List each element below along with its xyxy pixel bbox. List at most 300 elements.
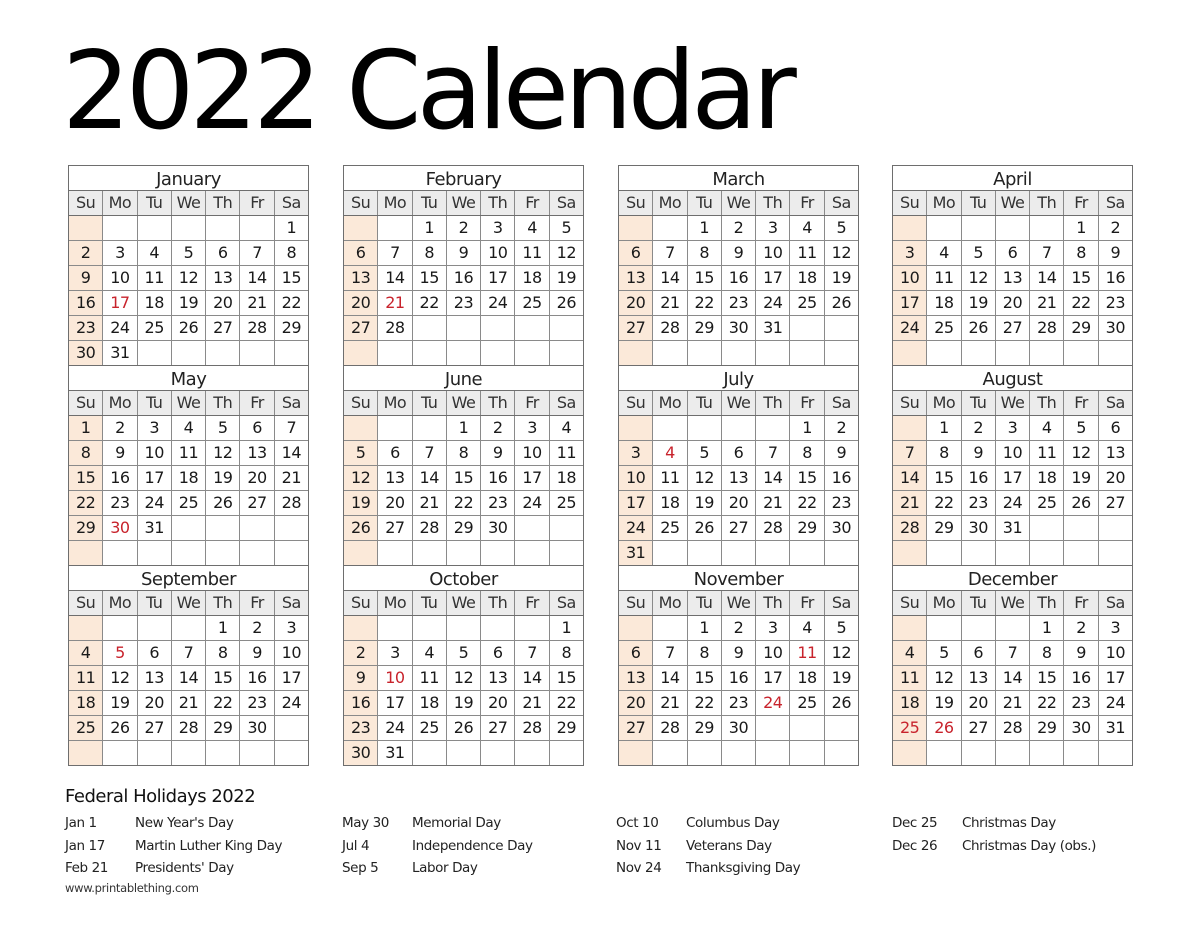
date-cell: 19 (446, 691, 480, 715)
date-cell: 14 (893, 466, 926, 490)
holiday-name: Memorial Day (412, 815, 501, 831)
date-cell: 20 (205, 291, 239, 315)
date-cell: 20 (239, 466, 273, 490)
date-cell: 23 (721, 291, 755, 315)
date-cell: 10 (514, 441, 548, 465)
empty-date-cell (137, 741, 171, 765)
week-row (344, 240, 583, 265)
date-cell: 14 (377, 266, 411, 290)
holiday-item (65, 860, 282, 883)
date-cell: 21 (995, 691, 1029, 715)
date-cell: 29 (1063, 316, 1097, 340)
week-row (893, 465, 1132, 490)
month-name: June (344, 366, 583, 391)
date-cell: 17 (274, 666, 308, 690)
date-cell: 1 (687, 216, 721, 240)
date-cell: 19 (344, 491, 377, 515)
date-cell: 26 (446, 716, 480, 740)
holiday-item (892, 815, 1096, 838)
date-cell: 28 (514, 716, 548, 740)
date-cell: 2 (961, 416, 995, 440)
date-cell: 9 (1063, 641, 1097, 665)
empty-date-cell (619, 341, 652, 365)
date-cell: 26 (102, 716, 136, 740)
date-cell: 13 (619, 666, 652, 690)
week-row (893, 640, 1132, 665)
date-cell: 23 (239, 691, 273, 715)
date-cell: 3 (137, 416, 171, 440)
date-cell: 23 (69, 316, 102, 340)
date-cell: 12 (961, 266, 995, 290)
weekday-header: Sa (549, 191, 583, 215)
date-cell: 20 (377, 491, 411, 515)
month-december (892, 566, 1133, 766)
empty-date-cell (824, 541, 858, 565)
month-november (618, 566, 859, 766)
empty-date-cell (755, 341, 789, 365)
date-cell: 1 (412, 216, 446, 240)
week-row (344, 465, 583, 490)
date-cell: 19 (102, 691, 136, 715)
calendar-column (68, 165, 309, 766)
date-cell: 17 (995, 466, 1029, 490)
date-cell: 25 (652, 516, 686, 540)
weekday-header: Mo (102, 391, 136, 415)
date-cell: 28 (652, 716, 686, 740)
weekday-header: Mo (377, 591, 411, 615)
date-cell: 25 (514, 291, 548, 315)
date-cell: 30 (824, 516, 858, 540)
empty-date-cell (995, 741, 1029, 765)
empty-date-cell (69, 216, 102, 240)
holiday-item (342, 815, 533, 838)
empty-date-cell (274, 516, 308, 540)
weekday-header: Fr (789, 391, 823, 415)
weekday-header: Mo (377, 391, 411, 415)
weekday-header-row (893, 591, 1132, 616)
holiday-item (616, 838, 800, 861)
empty-date-cell (893, 541, 926, 565)
empty-date-cell (446, 341, 480, 365)
date-cell: 21 (1029, 291, 1063, 315)
holiday-date: Oct 10 (616, 815, 659, 831)
weekday-header: Tu (137, 391, 171, 415)
weekday-header: Tu (687, 391, 721, 415)
empty-date-cell (687, 741, 721, 765)
date-cell: 14 (1029, 266, 1063, 290)
empty-date-cell (995, 541, 1029, 565)
weekday-header: Su (619, 191, 652, 215)
date-cell: 6 (480, 641, 514, 665)
weekday-header: Mo (102, 591, 136, 615)
date-cell: 22 (1063, 291, 1097, 315)
week-row (344, 665, 583, 690)
date-cell: 2 (446, 216, 480, 240)
date-cell: 22 (1029, 691, 1063, 715)
week-row (69, 490, 308, 515)
date-cell: 8 (789, 441, 823, 465)
week-row (893, 616, 1132, 640)
week-row (69, 240, 308, 265)
date-cell: 10 (755, 241, 789, 265)
empty-date-cell (549, 341, 583, 365)
date-cell: 13 (619, 266, 652, 290)
weekday-header: Th (755, 191, 789, 215)
calendar-column (343, 165, 584, 766)
date-cell: 29 (274, 316, 308, 340)
empty-date-cell (171, 216, 205, 240)
empty-date-cell (446, 541, 480, 565)
date-cell: 21 (755, 491, 789, 515)
date-cell: 6 (619, 641, 652, 665)
empty-date-cell (514, 316, 548, 340)
date-cell: 4 (69, 641, 102, 665)
weekday-header: We (446, 391, 480, 415)
date-cell: 22 (205, 691, 239, 715)
week-row (69, 665, 308, 690)
month-name: December (893, 566, 1132, 591)
weekday-header: Tu (687, 591, 721, 615)
date-cell: 14 (171, 666, 205, 690)
weekday-header: Fr (1063, 391, 1097, 415)
weekday-header: We (995, 591, 1029, 615)
empty-date-cell (274, 716, 308, 740)
holiday-date: Jan 1 (65, 815, 97, 831)
weekday-header: Tu (412, 591, 446, 615)
weekday-header-row (344, 191, 583, 216)
month-june (343, 366, 584, 566)
weekday-header: Fr (239, 391, 273, 415)
date-cell: 13 (995, 266, 1029, 290)
calendar-column (892, 165, 1133, 766)
date-cell: 30 (69, 341, 102, 365)
date-cell: 26 (205, 491, 239, 515)
holiday-date: Nov 11 (616, 837, 662, 854)
holiday-date-cell: 10 (377, 666, 411, 690)
holiday-date: Sep 5 (342, 860, 379, 876)
date-cell: 11 (137, 266, 171, 290)
date-cell: 28 (412, 516, 446, 540)
date-cell: 25 (549, 491, 583, 515)
empty-date-cell (344, 416, 377, 440)
date-cell: 27 (961, 716, 995, 740)
date-cell: 14 (412, 466, 446, 490)
date-cell: 7 (239, 241, 273, 265)
calendar-column (618, 165, 859, 766)
empty-date-cell (721, 541, 755, 565)
date-cell: 24 (480, 291, 514, 315)
empty-date-cell (377, 216, 411, 240)
date-cell: 2 (344, 641, 377, 665)
empty-date-cell (344, 541, 377, 565)
holiday-date-cell: 30 (102, 516, 136, 540)
date-cell: 27 (1098, 491, 1132, 515)
date-cell: 12 (205, 441, 239, 465)
weekday-header: Th (205, 191, 239, 215)
date-cell: 29 (789, 516, 823, 540)
date-cell: 1 (69, 416, 102, 440)
week-row (619, 340, 858, 365)
holiday-item (892, 838, 1096, 861)
empty-date-cell (824, 741, 858, 765)
date-cell: 11 (1029, 441, 1063, 465)
holiday-name: Presidents' Day (135, 860, 234, 876)
week-row (893, 515, 1132, 540)
date-cell: 4 (926, 241, 960, 265)
empty-date-cell (652, 741, 686, 765)
date-cell: 3 (274, 616, 308, 640)
date-cell: 21 (171, 691, 205, 715)
weekday-header: Fr (239, 591, 273, 615)
date-cell: 29 (687, 316, 721, 340)
date-cell: 10 (480, 241, 514, 265)
date-cell: 31 (377, 741, 411, 765)
holiday-date-cell: 17 (102, 291, 136, 315)
weekday-header: Su (344, 391, 377, 415)
date-cell: 17 (514, 466, 548, 490)
date-cell: 16 (721, 666, 755, 690)
date-cell: 27 (137, 716, 171, 740)
week-row (619, 616, 858, 640)
empty-date-cell (926, 541, 960, 565)
week-row (619, 416, 858, 440)
empty-date-cell (446, 616, 480, 640)
date-cell: 12 (102, 666, 136, 690)
holiday-name: Thanksgiving Day (686, 860, 801, 876)
week-row (344, 515, 583, 540)
weekday-header: Fr (789, 191, 823, 215)
weekday-header: Fr (1063, 191, 1097, 215)
week-row (344, 315, 583, 340)
date-cell: 24 (377, 716, 411, 740)
holiday-column (65, 815, 282, 883)
date-cell: 10 (995, 441, 1029, 465)
empty-date-cell (1029, 516, 1063, 540)
empty-date-cell (687, 541, 721, 565)
empty-date-cell (789, 341, 823, 365)
empty-date-cell (102, 541, 136, 565)
empty-date-cell (721, 741, 755, 765)
date-cell: 15 (1063, 266, 1097, 290)
date-cell: 23 (102, 491, 136, 515)
date-cell: 12 (926, 666, 960, 690)
date-cell: 15 (549, 666, 583, 690)
weekday-header: Su (69, 391, 102, 415)
weekday-header: Mo (652, 191, 686, 215)
week-row (344, 715, 583, 740)
date-cell: 26 (687, 516, 721, 540)
date-cell: 13 (239, 441, 273, 465)
date-cell: 16 (824, 466, 858, 490)
date-cell: 9 (446, 241, 480, 265)
weekday-header: We (171, 391, 205, 415)
empty-date-cell (239, 741, 273, 765)
holidays-title: Federal Holidays 2022 (65, 786, 256, 807)
weekday-header: Su (619, 391, 652, 415)
date-cell: 3 (995, 416, 1029, 440)
date-cell: 20 (995, 291, 1029, 315)
holiday-date: Dec 25 (892, 815, 938, 831)
date-cell: 22 (549, 691, 583, 715)
date-cell: 24 (274, 691, 308, 715)
date-cell: 4 (412, 641, 446, 665)
empty-date-cell (171, 541, 205, 565)
date-cell: 2 (69, 241, 102, 265)
weekday-header: Fr (514, 391, 548, 415)
weekday-header: Su (69, 591, 102, 615)
date-cell: 10 (102, 266, 136, 290)
date-cell: 28 (755, 516, 789, 540)
holiday-name: Martin Luther King Day (135, 837, 283, 854)
month-january (68, 165, 309, 366)
weekday-header: We (721, 391, 755, 415)
date-cell: 30 (344, 741, 377, 765)
weekday-header: Su (344, 591, 377, 615)
week-row (69, 465, 308, 490)
date-cell: 13 (721, 466, 755, 490)
date-cell: 24 (619, 516, 652, 540)
weekday-header: Su (893, 391, 926, 415)
date-cell: 7 (514, 641, 548, 665)
weekday-header: Tu (137, 191, 171, 215)
empty-date-cell (652, 341, 686, 365)
date-cell: 8 (687, 641, 721, 665)
holiday-date-cell: 25 (893, 716, 926, 740)
date-cell: 7 (995, 641, 1029, 665)
date-cell: 18 (926, 291, 960, 315)
weekday-header: Th (205, 391, 239, 415)
date-cell: 13 (137, 666, 171, 690)
weekday-header: We (995, 391, 1029, 415)
empty-date-cell (549, 516, 583, 540)
date-cell: 15 (69, 466, 102, 490)
date-cell: 2 (1063, 616, 1097, 640)
date-cell: 6 (619, 241, 652, 265)
date-cell: 1 (926, 416, 960, 440)
date-cell: 31 (755, 316, 789, 340)
date-cell: 26 (344, 516, 377, 540)
empty-date-cell (480, 616, 514, 640)
weekday-header: Fr (789, 591, 823, 615)
date-cell: 8 (446, 441, 480, 465)
weekday-header: Th (755, 391, 789, 415)
empty-date-cell (514, 541, 548, 565)
date-cell: 14 (755, 466, 789, 490)
week-row (893, 740, 1132, 765)
empty-date-cell (480, 316, 514, 340)
date-cell: 17 (480, 266, 514, 290)
week-row (344, 265, 583, 290)
date-cell: 19 (687, 491, 721, 515)
date-cell: 21 (652, 291, 686, 315)
weekday-header: Sa (824, 591, 858, 615)
date-cell: 19 (961, 291, 995, 315)
weekday-header: Th (1029, 591, 1063, 615)
empty-date-cell (1063, 516, 1097, 540)
holiday-date: Feb 21 (65, 860, 108, 876)
holiday-name: Christmas Day (obs.) (962, 837, 1096, 854)
date-cell: 1 (549, 616, 583, 640)
date-cell: 17 (619, 491, 652, 515)
date-cell: 11 (549, 441, 583, 465)
date-cell: 27 (239, 491, 273, 515)
date-cell: 28 (893, 516, 926, 540)
week-row (619, 740, 858, 765)
date-cell: 9 (69, 266, 102, 290)
weekday-header: Sa (1098, 391, 1132, 415)
date-cell: 4 (514, 216, 548, 240)
weekday-header: Th (755, 591, 789, 615)
website-footer: www.printablething.com (65, 881, 199, 895)
date-cell: 18 (789, 266, 823, 290)
date-cell: 15 (789, 466, 823, 490)
date-cell: 5 (344, 441, 377, 465)
date-cell: 30 (480, 516, 514, 540)
empty-date-cell (1029, 741, 1063, 765)
holiday-name: New Year's Day (135, 815, 234, 831)
date-cell: 30 (1098, 316, 1132, 340)
empty-date-cell (893, 616, 926, 640)
date-cell: 11 (514, 241, 548, 265)
date-cell: 2 (721, 216, 755, 240)
date-cell: 8 (69, 441, 102, 465)
weekday-header-row (893, 191, 1132, 216)
holiday-date-cell: 5 (102, 641, 136, 665)
date-cell: 20 (721, 491, 755, 515)
date-cell: 14 (239, 266, 273, 290)
week-row (893, 290, 1132, 315)
date-cell: 23 (961, 491, 995, 515)
date-cell: 8 (687, 241, 721, 265)
date-cell: 22 (687, 291, 721, 315)
date-cell: 27 (995, 316, 1029, 340)
date-cell: 14 (514, 666, 548, 690)
date-cell: 14 (652, 266, 686, 290)
date-cell: 15 (926, 466, 960, 490)
date-cell: 17 (377, 691, 411, 715)
date-cell: 14 (995, 666, 1029, 690)
empty-date-cell (652, 616, 686, 640)
week-row (619, 490, 858, 515)
empty-date-cell (377, 616, 411, 640)
empty-date-cell (69, 616, 102, 640)
empty-date-cell (274, 741, 308, 765)
empty-date-cell (137, 341, 171, 365)
date-cell: 2 (102, 416, 136, 440)
holiday-date-cell: 21 (377, 291, 411, 315)
empty-date-cell (755, 541, 789, 565)
date-cell: 21 (652, 691, 686, 715)
empty-date-cell (755, 741, 789, 765)
date-cell: 23 (344, 716, 377, 740)
week-row (619, 290, 858, 315)
date-cell: 12 (1063, 441, 1097, 465)
weekday-header-row (69, 191, 308, 216)
date-cell: 12 (687, 466, 721, 490)
weekday-header: Th (1029, 191, 1063, 215)
empty-date-cell (102, 616, 136, 640)
date-cell: 2 (480, 416, 514, 440)
date-cell: 8 (1029, 641, 1063, 665)
date-cell: 6 (995, 241, 1029, 265)
weekday-header-row (619, 591, 858, 616)
holiday-date: Jul 4 (342, 837, 370, 854)
holiday-name: Veterans Day (686, 837, 772, 854)
week-row (893, 265, 1132, 290)
date-cell: 13 (1098, 441, 1132, 465)
week-row (344, 340, 583, 365)
week-row (69, 540, 308, 565)
